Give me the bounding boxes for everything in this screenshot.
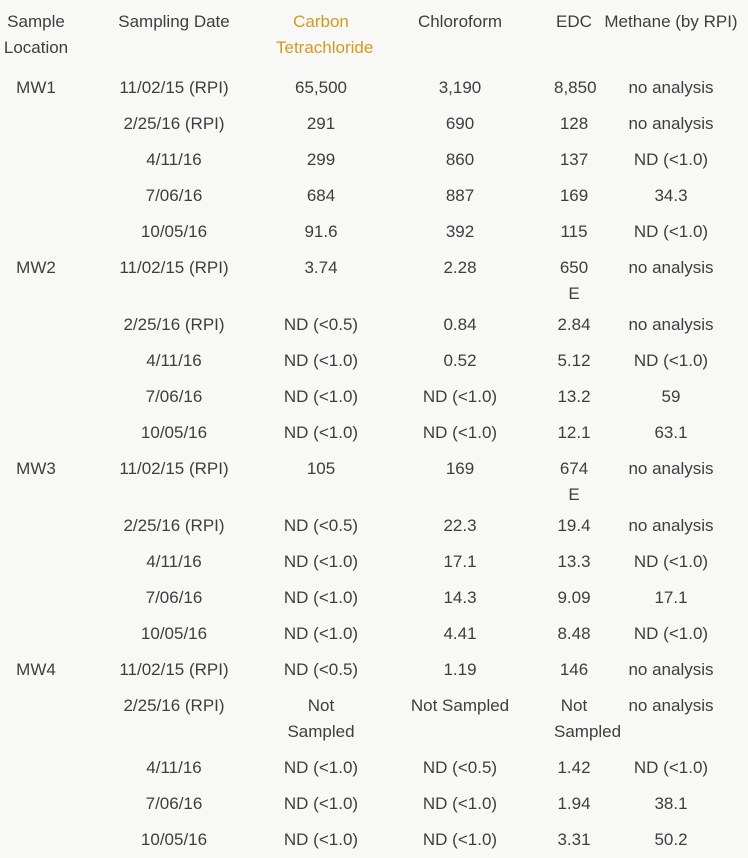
header-carbon-tetrachloride: Carbon Tetrachloride <box>276 12 374 57</box>
cell-carbon-tetrachloride: 105 <box>306 459 336 478</box>
cell-methane: 34.3 <box>654 186 688 205</box>
cell-sampling-date: 7/06/16 <box>145 588 203 607</box>
cell-carbon-tetrachloride: 291 <box>306 114 336 133</box>
table-row <box>0 544 748 580</box>
table-row <box>0 688 748 750</box>
cell-carbon-tetrachloride: ND (<1.0) <box>283 423 359 442</box>
cell-sampling-date: 4/11/16 <box>146 552 202 571</box>
table-row <box>0 750 748 786</box>
cell-edc: 5.12 <box>557 351 591 370</box>
cell-sampling-date: 2/25/16 (RPI) <box>123 114 225 133</box>
cell-methane: no analysis <box>628 696 714 715</box>
cell-edc: 1.42 <box>557 758 591 777</box>
cell-carbon-tetrachloride: ND (<0.5) <box>283 315 359 334</box>
cell-carbon-tetrachloride: 65,500 <box>295 78 347 97</box>
cell-chloroform: 169 <box>445 459 475 478</box>
cell-carbon-tetrachloride: Not Sampled <box>287 696 355 741</box>
table-row <box>0 451 748 508</box>
cell-chloroform: 17.1 <box>443 552 477 571</box>
cell-chloroform: 3,190 <box>438 78 482 97</box>
cell-sampling-date: 2/25/16 (RPI) <box>123 516 225 535</box>
cell-carbon-tetrachloride: ND (<0.5) <box>283 516 359 535</box>
cell-chloroform: 690 <box>445 114 475 133</box>
cell-sample-location <box>0 580 72 616</box>
cell-carbon-tetrachloride: ND (<1.0) <box>283 552 359 571</box>
cell-sample-location <box>0 616 72 652</box>
table-row <box>0 379 748 415</box>
cell-methane: 38.1 <box>654 794 688 813</box>
cell-chloroform: 860 <box>445 150 475 169</box>
table-row <box>0 616 748 652</box>
cell-chloroform: 22.3 <box>443 516 477 535</box>
cell-sample-location <box>0 786 72 822</box>
cell-sample-location: MW1 <box>16 78 56 97</box>
header-sampling-date: Sampling Date <box>118 12 230 31</box>
table-row <box>0 415 748 451</box>
table-body <box>0 70 748 858</box>
cell-carbon-tetrachloride: ND (<1.0) <box>283 624 359 643</box>
cell-carbon-tetrachloride: ND (<1.0) <box>283 351 359 370</box>
cell-carbon-tetrachloride: 299 <box>306 150 336 169</box>
cell-chloroform: 2.28 <box>443 258 477 277</box>
cell-carbon-tetrachloride: 91.6 <box>304 222 338 241</box>
cell-sample-location <box>0 307 72 343</box>
cell-carbon-tetrachloride: ND (<1.0) <box>283 387 359 406</box>
cell-edc: 650 E <box>559 258 589 303</box>
cell-sampling-date: 10/05/16 <box>140 830 208 849</box>
cell-sample-location <box>0 822 72 858</box>
cell-chloroform: 4.41 <box>443 624 477 643</box>
cell-sample-location <box>0 214 72 250</box>
cell-sampling-date: 4/11/16 <box>146 758 202 777</box>
table-row <box>0 70 748 106</box>
cell-methane: ND (<1.0) <box>633 351 709 370</box>
table-row <box>0 652 748 688</box>
cell-sampling-date: 4/11/16 <box>146 150 202 169</box>
cell-chloroform: 0.84 <box>443 315 477 334</box>
cell-edc: 8.48 <box>557 624 591 643</box>
cell-methane: 17.1 <box>654 588 688 607</box>
header-methane: Methane (by RPI) <box>604 12 738 31</box>
cell-methane: no analysis <box>628 459 714 478</box>
cell-sampling-date: 2/25/16 (RPI) <box>123 315 225 334</box>
table-row <box>0 142 748 178</box>
cell-chloroform: 14.3 <box>443 588 477 607</box>
cell-chloroform: 887 <box>445 186 475 205</box>
cell-sampling-date: 10/05/16 <box>140 624 208 643</box>
cell-sample-location: MW2 <box>16 258 56 277</box>
cell-carbon-tetrachloride: ND (<1.0) <box>283 588 359 607</box>
cell-edc: 2.84 <box>557 315 591 334</box>
cell-sampling-date: 11/02/15 (RPI) <box>119 258 229 277</box>
cell-chloroform: ND (<0.5) <box>422 758 498 777</box>
cell-carbon-tetrachloride: ND (<1.0) <box>283 758 359 777</box>
cell-chloroform: ND (<1.0) <box>422 794 498 813</box>
cell-carbon-tetrachloride: 3.74 <box>304 258 338 277</box>
cell-sampling-date: 11/02/15 (RPI) <box>119 660 229 679</box>
cell-carbon-tetrachloride: 684 <box>306 186 336 205</box>
cell-methane: ND (<1.0) <box>633 150 709 169</box>
cell-methane: ND (<1.0) <box>633 758 709 777</box>
cell-sampling-date: 11/02/15 (RPI) <box>119 78 229 97</box>
cell-chloroform: ND (<1.0) <box>422 423 498 442</box>
cell-sample-location: MW4 <box>16 660 56 679</box>
cell-sampling-date: 10/05/16 <box>140 222 208 241</box>
cell-chloroform: 1.19 <box>443 660 477 679</box>
cell-methane: no analysis <box>628 258 714 277</box>
cell-sample-location <box>0 415 72 451</box>
cell-chloroform: 392 <box>445 222 475 241</box>
cell-methane: ND (<1.0) <box>633 552 709 571</box>
cell-edc: 169 <box>559 186 589 205</box>
cell-sampling-date: 10/05/16 <box>140 423 208 442</box>
table-row <box>0 508 748 544</box>
header-edc: EDC <box>556 12 592 31</box>
cell-chloroform: 0.52 <box>443 351 477 370</box>
cell-carbon-tetrachloride: ND (<0.5) <box>283 660 359 679</box>
cell-carbon-tetrachloride: ND (<1.0) <box>283 794 359 813</box>
table-row <box>0 178 748 214</box>
cell-sample-location <box>0 178 72 214</box>
cell-sampling-date: 7/06/16 <box>145 387 203 406</box>
cell-methane: 59 <box>661 387 681 406</box>
cell-sample-location <box>0 379 72 415</box>
table-row <box>0 106 748 142</box>
cell-methane: no analysis <box>628 516 714 535</box>
cell-methane: no analysis <box>628 78 714 97</box>
cell-sampling-date: 11/02/15 (RPI) <box>119 459 229 478</box>
cell-edc: 137 <box>559 150 589 169</box>
cell-carbon-tetrachloride: ND (<1.0) <box>283 830 359 849</box>
cell-sampling-date: 2/25/16 (RPI) <box>123 696 225 715</box>
cell-edc: 13.3 <box>557 552 591 571</box>
cell-methane: ND (<1.0) <box>633 222 709 241</box>
cell-chloroform: ND (<1.0) <box>422 830 498 849</box>
table-row <box>0 307 748 343</box>
table-row <box>0 580 748 616</box>
cell-sample-location <box>0 544 72 580</box>
cell-edc: 674 E <box>559 459 589 504</box>
table-row <box>0 250 748 307</box>
header-sample-location: Sample Location <box>3 12 69 57</box>
cell-sample-location <box>0 750 72 786</box>
cell-edc: 146 <box>559 660 589 679</box>
cell-sampling-date: 7/06/16 <box>145 186 203 205</box>
cell-edc: Not Sampled <box>554 696 622 741</box>
cell-sample-location <box>0 142 72 178</box>
cell-methane: 63.1 <box>654 423 688 442</box>
cell-sample-location <box>0 343 72 379</box>
cell-edc: 13.2 <box>557 387 591 406</box>
cell-edc: 12.1 <box>557 423 591 442</box>
table-row <box>0 214 748 250</box>
cell-methane: ND (<1.0) <box>633 624 709 643</box>
cell-edc: 3.31 <box>557 830 591 849</box>
header-chloroform: Chloroform <box>417 12 503 31</box>
cell-methane: no analysis <box>628 660 714 679</box>
header-row <box>0 0 748 70</box>
cell-edc: 9.09 <box>557 588 591 607</box>
cell-sampling-date: 7/06/16 <box>145 794 203 813</box>
cell-edc: 1.94 <box>557 794 591 813</box>
table-header <box>0 0 748 70</box>
cell-chloroform: ND (<1.0) <box>422 387 498 406</box>
table-row <box>0 822 748 858</box>
cell-edc: 8,850 <box>554 78 597 97</box>
table-row <box>0 786 748 822</box>
cell-methane: no analysis <box>628 315 714 334</box>
cell-edc: 128 <box>559 114 589 133</box>
cell-methane: no analysis <box>628 114 714 133</box>
cell-sample-location <box>0 106 72 142</box>
cell-sample-location: MW3 <box>16 459 56 478</box>
cell-edc: 115 <box>560 222 588 241</box>
cell-sampling-date: 4/11/16 <box>146 351 202 370</box>
cell-sample-location <box>0 688 72 750</box>
cell-chloroform: Not Sampled <box>410 696 510 715</box>
cell-methane: 50.2 <box>654 830 688 849</box>
cell-sample-location <box>0 508 72 544</box>
table-row <box>0 343 748 379</box>
cell-edc: 19.4 <box>557 516 591 535</box>
